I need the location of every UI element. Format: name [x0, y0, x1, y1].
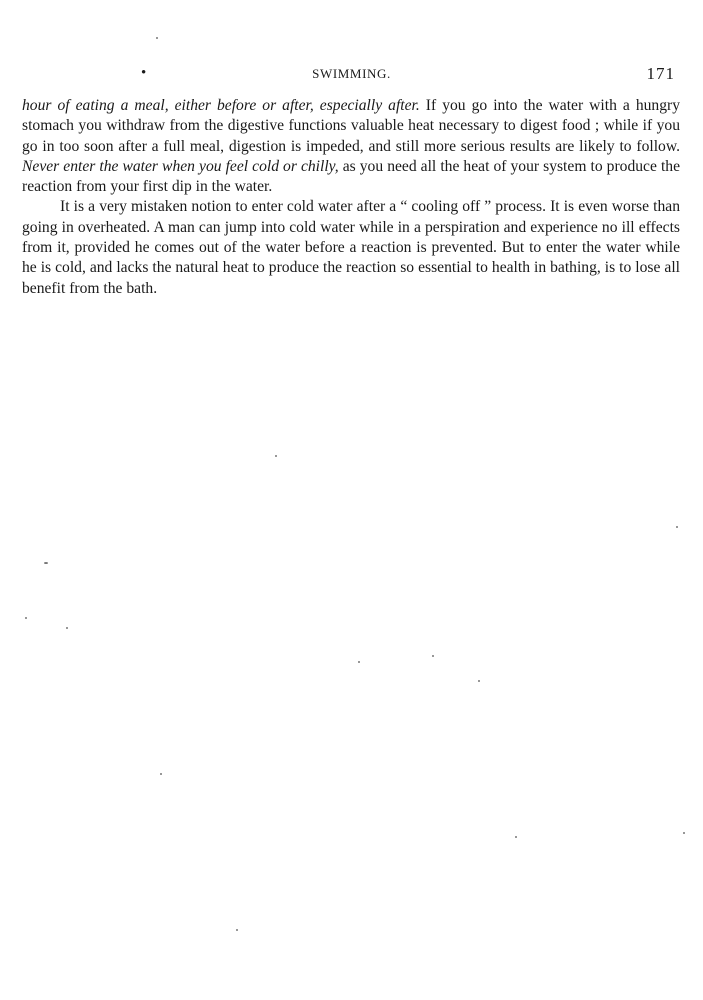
paper-speck	[478, 680, 480, 682]
text-run: If you go into the water with a hungry stomach you withdraw from the digestive functions valuable heat necessary to digest food ; while if you go in too soon after a full meal, digestion is impeded, and still more serious results are likely to follow.	[22, 97, 681, 155]
paper-speck	[44, 562, 48, 564]
running-head-title: SWIMMING.	[312, 66, 391, 81]
paper-speck	[25, 617, 27, 619]
page-number: 171	[646, 64, 675, 83]
paper-speck	[676, 526, 678, 528]
paper-speck	[156, 37, 158, 39]
paper-speck	[358, 661, 360, 663]
text-run: It is a very mistaken notion to enter cold water after a “ cooling off ” process. It is even worse than going in overheated. A man can jump into cold water while in a perspiration and experience no ill effects from it, provided he comes out of the water before a reaction is prevented. But to enter the water while he is cold, and lacks the natural heat to produce the reaction so essential to health in bathing, is to lose all benefit from the bath.	[22, 198, 680, 297]
paragraph-2	[22, 197, 680, 298]
paragraph-1	[22, 96, 680, 197]
italic-phrase: hour of eating a meal, either before or after, especially after.	[22, 97, 420, 114]
italic-phrase: Never enter the water when you feel cold or chilly,	[22, 157, 339, 175]
paper-speck	[160, 773, 162, 775]
paper-speck	[432, 655, 434, 657]
paper-speck	[66, 627, 68, 629]
body-text	[22, 96, 680, 299]
header-bullet: •	[141, 65, 147, 81]
paper-speck	[683, 832, 685, 834]
paper-speck	[275, 455, 277, 457]
paper-speck	[515, 836, 517, 838]
text-run: as you need all the heat of your system to produce the reaction from your first dip in the water.	[22, 157, 681, 196]
paper-speck	[236, 929, 238, 931]
